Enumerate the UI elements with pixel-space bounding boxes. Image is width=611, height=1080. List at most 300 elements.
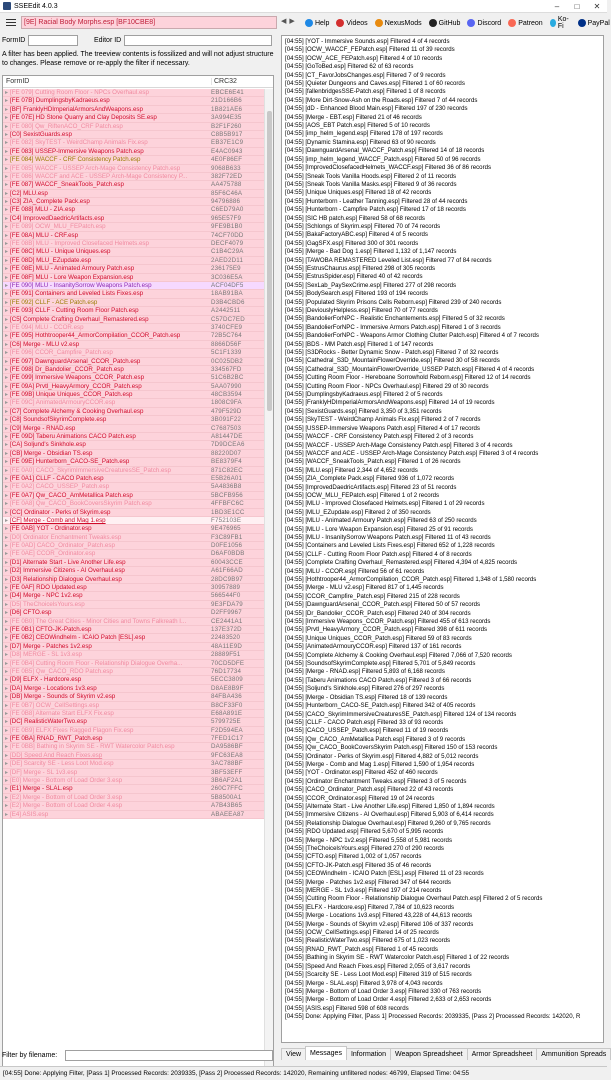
log-line: [04:55] [Containers and Leveled Lists Fixes.esp] Filtered 652 of 1,228 records [285, 542, 495, 550]
help-link[interactable] [305, 19, 329, 27]
close-icon[interactable]: ✕ [593, 1, 601, 11]
expand-arrow-icon[interactable]: ▸ [4, 181, 9, 189]
plugin-crc32: E68A891E [211, 709, 243, 717]
tree-row[interactable] [3, 299, 265, 307]
tree-row[interactable] [3, 290, 265, 298]
expand-arrow-icon[interactable]: ▸ [4, 164, 9, 172]
tree-row[interactable] [3, 341, 265, 349]
expand-arrow-icon[interactable]: ▸ [4, 198, 9, 206]
expand-arrow-icon[interactable]: ▸ [4, 189, 9, 197]
log-line: [04:55] [SoundsofSkyrimComplete.esp] Filtered 5,701 of 5,849 records [285, 660, 476, 668]
expand-arrow-icon[interactable]: ▸ [4, 735, 9, 743]
expand-arrow-icon[interactable]: ▸ [4, 147, 9, 155]
log-line: [04:55] [Merge - Comb and Mag 1.esp] Filtered 1,590 of 1,954 records [285, 760, 475, 768]
expand-arrow-icon[interactable]: ▸ [4, 130, 9, 138]
tree-row[interactable] [3, 206, 265, 214]
plugin-crc32: 5C1F1339 [211, 349, 242, 357]
current-plugin-field[interactable]: [9E] Racial Body Morphs.esp [BF10CBE8] [21, 16, 277, 29]
plugin-crc32: 9E476965 [211, 525, 241, 533]
expand-arrow-icon[interactable]: ▸ [4, 542, 9, 550]
log-line: [04:55] [Complete Alchemy & Cooking Overhaul.esp] Filtered 7,066 of 7,520 records [285, 651, 512, 659]
nexusmods-icon [375, 19, 383, 27]
tree-row[interactable] [3, 215, 265, 223]
plugin-crc32: 3740CFE9 [211, 323, 243, 331]
expand-arrow-icon[interactable]: ▸ [4, 651, 9, 659]
expand-arrow-icon[interactable]: ▸ [4, 466, 9, 474]
expand-arrow-icon[interactable]: ▸ [4, 323, 9, 331]
expand-arrow-icon[interactable]: ▸ [4, 693, 9, 701]
log-line: [04:55] [Quieter Dungeons and Caves.esp] Filtered 1 of 60 records [285, 80, 465, 88]
tree-row[interactable] [3, 416, 265, 424]
log-line: [04:55] [CCOR_Campfire_Patch.esp] Filtered 215 of 228 records [285, 592, 460, 600]
tree-row[interactable] [3, 601, 265, 609]
expand-arrow-icon[interactable]: ▸ [4, 365, 9, 373]
window-title: SSEEdit 4.0.3 [14, 2, 58, 10]
expand-arrow-icon[interactable]: ▸ [4, 307, 9, 315]
log-line: [04:55] [Cathedral_S3D_MountainFlowerOverride_USSEP Patch.esp] Filtered 4 of 4 records [285, 365, 535, 373]
tree-row[interactable] [3, 743, 265, 751]
plugin-crc32: 28889F51 [211, 651, 241, 659]
tree-row[interactable] [3, 517, 265, 525]
tree-row[interactable] [3, 794, 265, 802]
expand-arrow-icon[interactable]: ▸ [4, 315, 9, 323]
plugin-name: [C5] Complete Crafting Overhaul_Remastered.esp [10, 315, 149, 323]
plugin-name: [C3] ZIA_Complete Pack.esp [10, 198, 90, 206]
plugin-name: [D0] Ordinator Enchantment Tweaks.esp [10, 533, 122, 541]
tree-row[interactable] [3, 651, 265, 659]
expand-arrow-icon[interactable]: ▸ [4, 156, 9, 164]
expand-arrow-icon[interactable]: ▸ [4, 533, 9, 541]
tree-row[interactable] [3, 509, 265, 517]
plugin-crc32: 1BD3E1CC [211, 508, 245, 516]
tree-row[interactable] [3, 550, 265, 558]
plugin-crc32: 5BCFB956 [211, 491, 243, 499]
tab-weapon-spreadsheet[interactable]: Weapon Spreadsheet [390, 1048, 468, 1060]
plugin-name: [FE 0A7] Qw_CACO_AmMetallica Patch.esp [10, 491, 133, 499]
tree-row[interactable] [3, 492, 265, 500]
patreon-link[interactable] [508, 19, 543, 27]
plugin-name: [FE 0B0] The Great Cities - Minor Cities and Towns Falkreath I... [10, 617, 187, 625]
tree-row[interactable] [3, 718, 265, 726]
link-label: NexusMods [384, 19, 422, 27]
expand-arrow-icon[interactable]: ▸ [4, 785, 9, 793]
expand-arrow-icon[interactable]: ▸ [4, 768, 9, 776]
tree-row[interactable] [3, 148, 265, 156]
tree-row[interactable] [3, 592, 265, 600]
expand-arrow-icon[interactable]: ▸ [4, 609, 9, 617]
log-line: [04:55] [ELFX - Hardcore.esp] Filtered 7,784 of 10,623 records [285, 903, 455, 911]
plugin-crc32: 74CF70DD [211, 231, 244, 239]
expand-arrow-icon[interactable]: ▸ [4, 281, 9, 289]
log-line: [04:55] [USSEP-Immersive Weapons Patch.esp] Filtered 4 of 17 records [285, 424, 480, 432]
plugin-name: [FE 092] CLLF - ACE Patch.esp [10, 298, 98, 306]
expand-arrow-icon[interactable]: ▸ [4, 382, 9, 390]
expand-arrow-icon[interactable]: ▸ [4, 718, 9, 726]
expand-arrow-icon[interactable]: ▸ [4, 122, 9, 130]
expand-arrow-icon[interactable]: ▸ [4, 256, 9, 264]
plugin-crc32: 9E3FDA79 [211, 600, 243, 608]
log-line: [04:55] [BandolierForNPC - Weapons Armor Clothing Clutter Patch.esp] Filtered 4 of 7 records [285, 332, 539, 340]
plugin-crc32: 4E0F86EF [211, 156, 243, 164]
expand-arrow-icon[interactable]: ▸ [4, 617, 9, 625]
tree-row[interactable] [3, 181, 265, 189]
tree-row[interactable] [3, 316, 265, 324]
log-line: [04:55] [Merge - Sounds of Skyrim v2.esp] Filtered 106 of 337 records [285, 920, 474, 928]
tree-row[interactable] [3, 131, 265, 139]
minimize-icon[interactable]: – [554, 1, 560, 11]
tree-row[interactable] [3, 165, 265, 173]
tree-row[interactable] [3, 274, 265, 282]
tree-row[interactable] [3, 114, 265, 122]
link-label: Help [315, 19, 330, 27]
expand-arrow-icon[interactable]: ▸ [4, 642, 9, 650]
expand-arrow-icon[interactable]: ▸ [4, 349, 9, 357]
log-line: [04:55] [imp_helm_legend_WACCF_Patch.esp] Filtered 50 of 96 records [285, 155, 481, 163]
tree-row[interactable] [3, 634, 265, 642]
expand-arrow-icon[interactable]: ▸ [4, 525, 9, 533]
expand-arrow-icon[interactable]: ▸ [4, 374, 9, 382]
log-line: [04:55] [BodySearch.esp] Filtered 193 of 194 records [285, 290, 428, 298]
plugin-crc32: 2AED2D11 [211, 256, 244, 264]
expand-arrow-icon[interactable]: ▸ [4, 206, 9, 214]
tree-row[interactable] [3, 173, 265, 181]
tree-row[interactable] [3, 374, 265, 382]
log-line: [04:55] [Merge - EBT.esp] Filtered 21 of 46 records [285, 113, 422, 121]
tree-row[interactable] [3, 727, 265, 735]
expand-arrow-icon[interactable]: ▸ [4, 760, 9, 768]
log-line: [04:55] [MLU.esp] Filtered 2,344 of 4,652 records [285, 466, 418, 474]
expand-arrow-icon[interactable]: ▸ [4, 172, 9, 180]
expand-arrow-icon[interactable]: ▸ [4, 332, 9, 340]
col-formid-header[interactable]: FormID [6, 78, 30, 85]
expand-arrow-icon[interactable]: ▸ [4, 441, 9, 449]
expand-arrow-icon[interactable]: ▸ [4, 114, 9, 122]
tree-row[interactable] [3, 265, 265, 273]
tree-row[interactable] [3, 626, 265, 634]
tree-row[interactable] [3, 383, 265, 391]
tree-row[interactable] [3, 483, 265, 491]
filter-filename-input[interactable] [65, 1050, 273, 1061]
expand-arrow-icon[interactable]: ▸ [4, 458, 9, 466]
log-line: [04:55] [CLLF - CACO Patch.esp] Filtered 33 of 93 records [285, 718, 444, 726]
tree-row[interactable] [3, 123, 265, 131]
plugin-name: [FE 0AE] CCOR_Ordinator.esp [10, 550, 96, 558]
github-link[interactable] [429, 19, 461, 27]
app-icon [3, 2, 11, 10]
tree-row[interactable] [3, 399, 265, 407]
plugin-crc32: D6AF0BDB [211, 550, 245, 558]
tree-row[interactable] [3, 441, 265, 449]
tree-row[interactable] [3, 307, 265, 315]
discord-link[interactable] [467, 19, 501, 27]
tree-row[interactable] [3, 106, 265, 114]
plugin-crc32: 9FC63EA8 [211, 751, 243, 759]
plugin-crc32: 72B5C764 [211, 332, 242, 340]
plugin-crc32: 3C036E5A [211, 273, 243, 281]
expand-arrow-icon[interactable]: ▸ [4, 240, 9, 248]
tab-view[interactable]: View [281, 1048, 306, 1060]
maximize-icon[interactable]: □ [574, 1, 580, 11]
expand-arrow-icon[interactable]: ▸ [4, 802, 9, 810]
tree-row[interactable] [3, 190, 265, 198]
expand-arrow-icon[interactable]: ▸ [4, 567, 9, 575]
tree-row[interactable] [3, 702, 265, 710]
col-crc32-header[interactable]: CRC32 [211, 78, 267, 85]
tree-row[interactable] [3, 97, 265, 105]
log-line: [04:55] [CFTO-JK-Patch.esp] Filtered 35 of 46 records [285, 861, 432, 869]
plugin-name: [E2] Merge - Bottom of Load Order 4.esp [10, 802, 123, 810]
tree-row[interactable] [3, 408, 265, 416]
forward-arrow-icon[interactable]: ▶ [289, 18, 295, 25]
plugin-crc32: ACF04DF5 [211, 281, 244, 289]
tree-row[interactable] [3, 660, 265, 668]
expand-arrow-icon[interactable]: ▸ [4, 407, 9, 415]
expand-arrow-icon[interactable]: ▸ [4, 391, 9, 399]
expand-arrow-icon[interactable]: ▸ [4, 340, 9, 348]
tree-row[interactable] [3, 777, 265, 785]
expand-arrow-icon[interactable]: ▸ [4, 701, 9, 709]
expand-arrow-icon[interactable]: ▸ [4, 777, 9, 785]
expand-arrow-icon[interactable]: ▸ [4, 298, 9, 306]
expand-arrow-icon[interactable]: ▸ [4, 793, 9, 801]
expand-arrow-icon[interactable]: ▸ [4, 659, 9, 667]
log-line: [04:55] [MLU - Lore Weapon Expansion.esp] Filtered 25 of 91 records [285, 525, 473, 533]
tree-scrollbar[interactable] [264, 89, 273, 1079]
expand-arrow-icon[interactable]: ▸ [4, 273, 9, 281]
expand-arrow-icon[interactable]: ▸ [4, 105, 9, 113]
expand-arrow-icon[interactable]: ▸ [4, 516, 9, 524]
tree-row[interactable] [3, 366, 265, 374]
plugin-crc32: 5ECC3809 [211, 676, 243, 684]
log-line: [04:55] [BandolierForNPC - Immersive Armors Patch.esp] Filtered 1 of 3 records [285, 323, 501, 331]
tree-row[interactable] [3, 500, 265, 508]
plugin-name: [FE 080] Qw_RiftenACO_CRF Patch.esp [10, 122, 123, 130]
plugin-crc32: 22483520 [211, 634, 241, 642]
plugin-name: [FE 095] Hothtrooper44_ArmorCompilation_CCOR_Patch.esp [10, 332, 181, 340]
tree-row[interactable] [3, 467, 265, 475]
tree-row[interactable] [3, 802, 265, 810]
plugin-crc32: 4FFBFC6C [211, 500, 244, 508]
kofi-link[interactable] [550, 16, 571, 30]
tree-row[interactable] [3, 324, 265, 332]
plugin-crc32: 7D9DCEA6 [211, 441, 245, 449]
tree-row[interactable] [3, 811, 265, 819]
expand-arrow-icon[interactable]: ▸ [4, 449, 9, 457]
tree-row[interactable] [3, 240, 265, 248]
log-line: [04:55] [MLU - Animated Armoury Patch.esp] Filtered 63 of 250 records [285, 517, 477, 525]
formid-input[interactable] [28, 35, 78, 46]
expand-arrow-icon[interactable]: ▸ [4, 416, 9, 424]
plugin-crc32: 0C025DB2 [211, 357, 243, 365]
expand-arrow-icon[interactable]: ▸ [4, 810, 9, 818]
tree-row[interactable] [3, 425, 265, 433]
plugin-name: [FE 08A] MLU - CRF.esp [10, 231, 79, 239]
tree-row[interactable] [3, 542, 265, 550]
patreon-icon [508, 19, 516, 27]
log-line: [04:55] [WACCF - USSEP Arch-Mage Consistency Patch.esp] Filtered 3 of 4 records [285, 441, 513, 449]
tree-row[interactable] [3, 693, 265, 701]
expand-arrow-icon[interactable]: ▸ [4, 500, 9, 508]
expand-arrow-icon[interactable]: ▸ [4, 139, 9, 147]
videos-icon [336, 19, 344, 27]
tree-row[interactable] [3, 450, 265, 458]
log-line: [04:55] [TheChoicelsYours.esp] Filtered 270 of 290 records [285, 845, 444, 852]
tree-row[interactable] [3, 668, 265, 676]
expand-arrow-icon[interactable]: ▸ [4, 483, 9, 491]
plugin-name: [FE 09D] Taberu Animations CACO Patch.esp [10, 433, 136, 441]
plugin-name: [FE 087] WACCF_SneakTools_Patch.esp [10, 181, 124, 189]
expand-arrow-icon[interactable]: ▸ [4, 248, 9, 256]
expand-arrow-icon[interactable]: ▸ [4, 584, 9, 592]
expand-arrow-icon[interactable]: ▸ [4, 550, 9, 558]
log-line: [04:55] [Scarcity SE - Less Loot Mod.esp] Filtered 319 of 515 records [285, 971, 472, 979]
plugin-name: [FE 0A8] Qw_CACO_BookCoversSkyrim Patch.esp [10, 500, 152, 508]
tree-row[interactable] [3, 685, 265, 693]
messages-log[interactable] [281, 35, 604, 1043]
expand-arrow-icon[interactable]: ▸ [4, 684, 9, 692]
expand-arrow-icon[interactable]: ▸ [4, 231, 9, 239]
tree-row[interactable] [3, 248, 265, 256]
plugin-crc32: 1808C9FA [211, 399, 242, 407]
log-line: [04:55] [ZIA_Complete Pack.esp] Filtered 936 of 1,072 records [285, 475, 455, 483]
expand-arrow-icon[interactable]: ▸ [4, 491, 9, 499]
expand-arrow-icon[interactable]: ▸ [4, 424, 9, 432]
tree-row[interactable] [3, 676, 265, 684]
expand-arrow-icon[interactable]: ▸ [4, 743, 9, 751]
expand-arrow-icon[interactable]: ▸ [4, 726, 9, 734]
paypal-link[interactable] [578, 19, 610, 27]
plugin-tree[interactable] [2, 75, 274, 1079]
expand-arrow-icon[interactable]: ▸ [4, 433, 9, 441]
expand-arrow-icon[interactable]: ▸ [4, 357, 9, 365]
tree-row[interactable] [3, 735, 265, 743]
expand-arrow-icon[interactable]: ▸ [4, 474, 9, 482]
log-line: [04:55] [RNAD_RWT_Patch.esp] Filtered 1 of 45 records [285, 945, 438, 953]
plugin-crc32: D8AE8B9F [211, 684, 244, 692]
tree-row[interactable] [3, 358, 265, 366]
plugin-crc32: 3B091F22 [211, 416, 242, 424]
tree-row[interactable] [3, 332, 265, 340]
tree-row[interactable] [3, 584, 265, 592]
expand-arrow-icon[interactable]: ▸ [4, 634, 9, 642]
tree-row[interactable] [3, 710, 265, 718]
plugin-name: [FE 093] CLLF - Cutting Room Floor Patch.esp [10, 307, 139, 315]
tree-row[interactable] [3, 567, 265, 575]
tree-row[interactable] [3, 433, 265, 441]
plugin-crc32: 871C82EC [211, 466, 243, 474]
plugin-crc32: 84FBA436 [211, 693, 242, 701]
plugin-name: [DA] Merge - Locations 1v3.esp [10, 684, 97, 692]
plugin-name: [FE 0A0] CACO_SkyrimImmersiveCreaturesSE_Patch.esp [10, 466, 171, 474]
tab-information[interactable]: Information [346, 1048, 391, 1060]
tree-row[interactable] [3, 643, 265, 651]
tree-row[interactable] [3, 223, 265, 231]
log-line: [04:55] [BakaFactoryABC.esp] Filtered 4 of 5 records [285, 231, 428, 239]
expand-arrow-icon[interactable]: ▸ [4, 592, 9, 600]
tree-row[interactable] [3, 769, 265, 777]
log-line: [04:55] [Merge - Locations 1v3.esp] Filtered 43,228 of 44,613 records [285, 912, 472, 920]
expand-arrow-icon[interactable]: ▸ [4, 223, 9, 231]
nexusmods-link[interactable] [375, 19, 422, 27]
tree-header [3, 76, 273, 88]
log-line: [04:55] [AnimatedArmouryCCOR.esp] Filtered 137 of 161 records [285, 643, 462, 651]
main-menu-button[interactable] [3, 16, 19, 29]
tree-row[interactable] [3, 198, 265, 206]
videos-link[interactable] [336, 19, 367, 27]
discord-icon [467, 19, 475, 27]
tree-row[interactable] [3, 785, 265, 793]
expand-arrow-icon[interactable]: ▸ [4, 575, 9, 583]
expand-arrow-icon[interactable]: ▸ [4, 600, 9, 608]
navigation-panel [0, 33, 276, 1064]
tree-row[interactable] [3, 89, 265, 97]
plugin-crc32: 7FED1C17 [211, 735, 244, 743]
tree-row[interactable] [3, 156, 265, 164]
tab-ammunition-spreads[interactable]: Ammunition Spreads [536, 1048, 611, 1060]
tree-row[interactable] [3, 282, 265, 290]
plugin-name: [E1] Merge - SLAL.esp [10, 785, 73, 793]
tree-row[interactable] [3, 534, 265, 542]
tree-row[interactable] [3, 349, 265, 357]
expand-arrow-icon[interactable]: ▸ [4, 97, 9, 105]
plugin-crc32: 18AB91BA [211, 290, 243, 298]
tree-row[interactable] [3, 752, 265, 760]
expand-arrow-icon[interactable]: ▸ [4, 508, 9, 516]
scroll-thumb[interactable] [267, 111, 272, 411]
tree-row[interactable] [3, 559, 265, 567]
expand-arrow-icon[interactable]: ▸ [4, 290, 9, 298]
tree-row[interactable] [3, 458, 265, 466]
back-arrow-icon[interactable]: ◀ [281, 18, 287, 25]
tab-messages[interactable]: Messages [305, 1046, 347, 1060]
tree-row[interactable] [3, 618, 265, 626]
log-line: [04:55] [MLU - InsanitySorrow Weapons Patch.esp] Filtered 11 of 43 records [285, 533, 491, 541]
tree-row[interactable] [3, 525, 265, 533]
log-line: [04:55] [Alternate Start - Live Another Life.esp] Filtered 1,850 of 1,894 records [285, 802, 495, 810]
messages-panel [281, 33, 607, 1064]
tree-row[interactable] [3, 576, 265, 584]
expand-arrow-icon[interactable]: ▸ [4, 558, 9, 566]
tree-row[interactable] [3, 609, 265, 617]
expand-arrow-icon[interactable]: ▸ [4, 399, 9, 407]
plugin-crc32: 3AC788BF [211, 760, 243, 768]
expand-arrow-icon[interactable]: ▸ [4, 89, 9, 96]
log-line: [04:55] [Complete Crafting Overhaul_Remastered.esp] Filtered 4,394 of 4,825 records [285, 559, 518, 567]
tree-row[interactable] [3, 391, 265, 399]
tree-row[interactable] [3, 232, 265, 240]
tree-row[interactable] [3, 475, 265, 483]
plugin-crc32: 28DC9B97 [211, 575, 243, 583]
tab-armor-spreadsheet[interactable]: Armor Spreadsheet [467, 1048, 538, 1060]
expand-arrow-icon[interactable]: ▸ [4, 676, 9, 684]
tree-row[interactable] [3, 760, 265, 768]
expand-arrow-icon[interactable]: ▸ [4, 214, 9, 222]
plugin-name: [D2] Immersive Citizens - AI Overhaul.esp [10, 567, 125, 575]
tree-row[interactable] [3, 139, 265, 147]
tree-row[interactable] [3, 257, 265, 265]
expand-arrow-icon[interactable]: ▸ [4, 709, 9, 717]
plugin-name: [FE 0B4] Cutting Room Floor - Relationship Dialogue Overha... [10, 659, 183, 667]
expand-arrow-icon[interactable]: ▸ [4, 667, 9, 675]
log-line: [04:55] [Merge - RNAD.esp] Filtered 5,893 of 6,168 records [285, 668, 445, 676]
expand-arrow-icon[interactable]: ▸ [4, 265, 9, 273]
expand-arrow-icon[interactable]: ▸ [4, 626, 9, 633]
plugin-name: [D5] TheChoicelsYours.esp [10, 600, 85, 608]
plugin-crc32: CE2441A1 [211, 617, 243, 625]
plugin-name: [FE 097] DawnguardArsenal_CCOR_Patch.esp [10, 357, 141, 365]
editorid-input[interactable] [124, 35, 272, 46]
expand-arrow-icon[interactable]: ▸ [4, 751, 9, 759]
